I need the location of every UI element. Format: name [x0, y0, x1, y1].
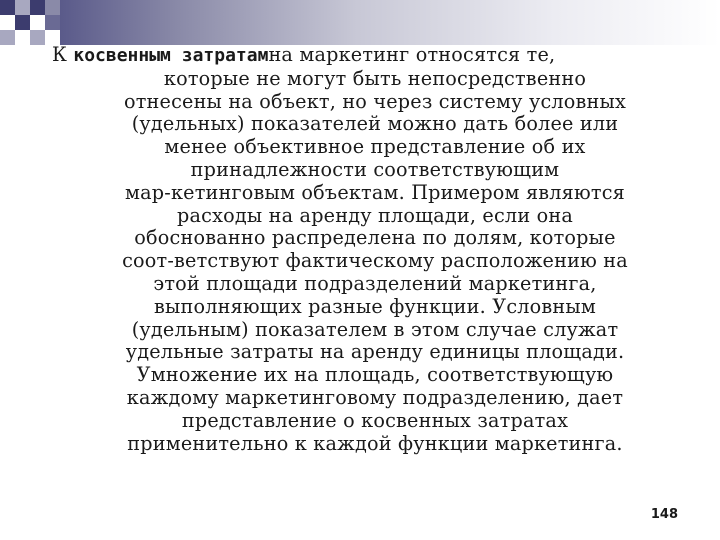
text-line: принадлежности соответствующим [190, 157, 560, 181]
text-line: этой площади подразделений маркетинга, [153, 271, 597, 295]
text-line: расходы на аренду площади, если она [177, 203, 573, 227]
lead-prefix: К [52, 43, 74, 66]
text-line: представление о косвенных затратах [181, 408, 569, 432]
text-line: менее объективное представление об их [164, 135, 586, 159]
text-line: применительно к каждой функции маркетинга. [127, 431, 623, 455]
text-line: отнесены на объект, но через систему условных [123, 89, 627, 113]
text-line: выполняющих разные функции. Условным [154, 294, 596, 318]
text-line: Умножение их на площадь, соответствующую [136, 363, 614, 387]
text-line: обоснованно распределена по долям, которые [134, 226, 616, 250]
text-line: каждому маркетинговому подразделению, дает [126, 385, 624, 409]
text-line: соот-ветствуют фактическому расположению на [122, 249, 628, 273]
text-line: (удельным) показателем в этом случае служат [131, 317, 619, 341]
key-term: косвенным затратам [73, 45, 269, 66]
checkered-corner-decoration [0, 0, 60, 45]
header-gradient-band [60, 0, 720, 45]
text-line: удельные затраты на аренду единицы площади. [125, 340, 625, 364]
text-line: которые не могут быть непосредственно [163, 66, 587, 90]
lead-suffix: на маркетинг относятся те, [268, 43, 556, 66]
lead-line [52, 44, 690, 68]
page-number: 148 [650, 507, 678, 522]
text-line: (удельных) показателей можно дать более или [131, 112, 619, 136]
slide-body-text [52, 43, 690, 455]
text-line: мар-кетинговым объектам. Примером являются [125, 180, 625, 204]
